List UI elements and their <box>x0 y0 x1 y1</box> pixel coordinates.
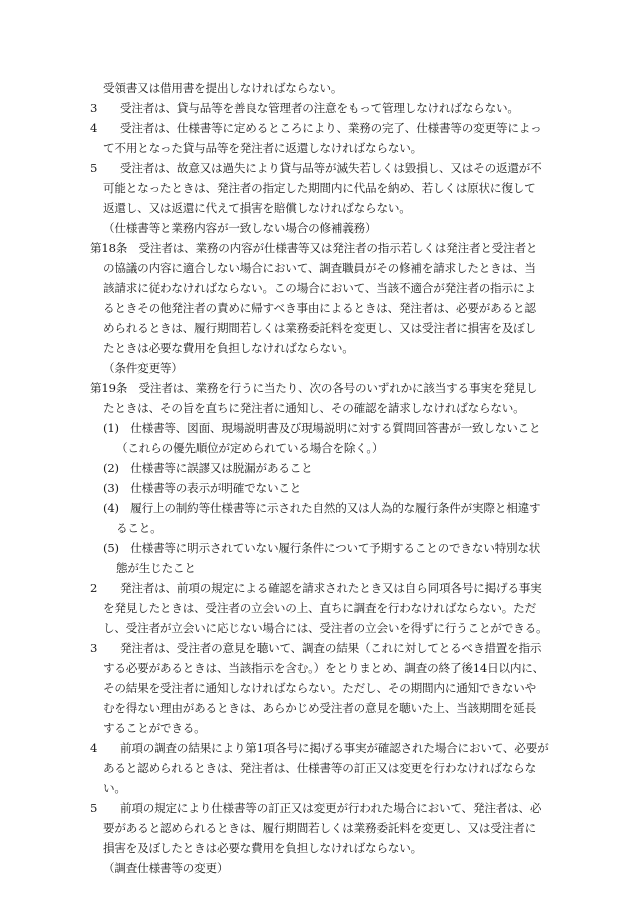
text-line: あると認められるときは、発注者は、仕様書等の訂正又は変更を行わなければならな <box>103 761 536 775</box>
text-line: の協議の内容に適合しない場合において、調査職員がその修補を請求したときは、当 <box>103 261 536 275</box>
section-heading: （条件変更等） <box>103 361 183 375</box>
list-item: (5) 仕様書等に明示されていない履行条件について予期することのできない特別な状 <box>103 541 541 555</box>
text-line: 5 前項の規定により仕様書等の訂正又は変更が行われた場合において、発注者は、必 <box>90 801 542 815</box>
text-line: たときは、その旨を直ちに発注者に通知し、その確認を請求しなければならない。 <box>103 401 525 415</box>
text-line: する必要があるときは、当該指示を含む。）をとりまとめ、調査の終了後14日以内に、 <box>103 661 545 675</box>
text-line: たときは必要な費用を負担しなければならない。 <box>103 341 354 355</box>
text-line: し、受注者が立会いに応じない場合には、受注者の立会いを得ずに行うことができる。 <box>103 621 548 635</box>
text-line: を発見したときは、受注者の立会いの上、直ちに調査を行わなければならない。ただ <box>103 601 536 615</box>
text-line: むを得ない理由があるときは、あらかじめ受注者の意見を聴いた上、当該期間を延長 <box>103 701 536 715</box>
text-line: 態が生じたこと <box>116 561 196 575</box>
section-heading: （仕様書等と業務内容が一致しない場合の修補義務） <box>103 221 377 235</box>
text-line: 2 発注者は、前項の規定による確認を請求されたとき又は自ら同項各号に掲げる事実 <box>90 581 542 595</box>
text-line: 返還し、又は返還に代えて損害を賠償しなければならない。 <box>103 201 411 215</box>
text-line: 該請求に従わなければならない。この場合において、当該不適合が発注者の指示によ <box>103 281 536 295</box>
text-line: することができる。 <box>103 721 206 735</box>
list-item: (4) 履行上の制約等仕様書等に示された自然的又は人為的な履行条件が実際と相違す <box>103 501 541 515</box>
article-line: 第18条 受注者は、業務の内容が仕様書等又は発注者の指示若しくは発注者と受注者と <box>90 241 538 255</box>
text-line: められるときは、履行期間若しくは業務委託料を変更し、又は受注者に損害を及ぼし <box>103 321 536 335</box>
text-line: て不用となった貸与品等を発注者に返還しなければならない。 <box>103 141 423 155</box>
section-heading: （調査仕様書等の変更） <box>103 861 229 875</box>
text-line: るときその他発注者の責めに帰すべき事由によるときは、発注者は、必要があると認 <box>103 301 536 315</box>
text-line: 要があると認められるときは、履行期間若しくは業務委託料を変更し、又は受注者に <box>103 821 536 835</box>
list-item: (1) 仕様書等、図面、現場説明書及び現場説明に対する質問回答書が一致しないこと <box>103 421 541 435</box>
text-line: ること。 <box>116 521 162 535</box>
text-line: い。 <box>103 781 126 795</box>
text-line: （これらの優先順位が定められている場合を除く。） <box>116 441 384 455</box>
text-line: 3 発注者は、受注者の意見を聴いて、調査の結果（これに対してとるべき措置を指示 <box>90 641 542 655</box>
text-line: 受領書又は借用書を提出しなければならない。 <box>103 81 343 95</box>
article-line: 第19条 受注者は、業務を行うに当たり、次の各号のいずれかに該当する事実を発見し <box>90 381 538 395</box>
text-line: 3 受注者は、貸与品等を善良な管理者の注意をもって管理しなければならない。 <box>90 101 519 115</box>
text-line: 可能となったときは、発注者の指定した期間内に代品を納め、若しくは原状に復して <box>103 181 536 195</box>
text-line: 損害を及ぼしたときは必要な費用を負担しなければならない。 <box>103 841 423 855</box>
list-item: (3) 仕様書等の表示が明確でないこと <box>103 481 302 495</box>
text-line: 4 受注者は、仕様書等に定めるところにより、業務の完了、仕様書等の変更等によっ <box>90 121 542 135</box>
list-item: (2) 仕様書等に誤謬又は脱漏があること <box>103 461 313 475</box>
text-line: その結果を受注者に通知しなければならない。ただし、その期間内に通知できないや <box>103 681 536 695</box>
text-line: 4 前項の調査の結果により第1項各号に掲げる事実が確認された場合において、必要が <box>90 741 549 755</box>
text-line: 5 受注者は、故意又は過失により貸与品等が滅失若しくは毀損し、又はその返還が不 <box>90 161 542 175</box>
